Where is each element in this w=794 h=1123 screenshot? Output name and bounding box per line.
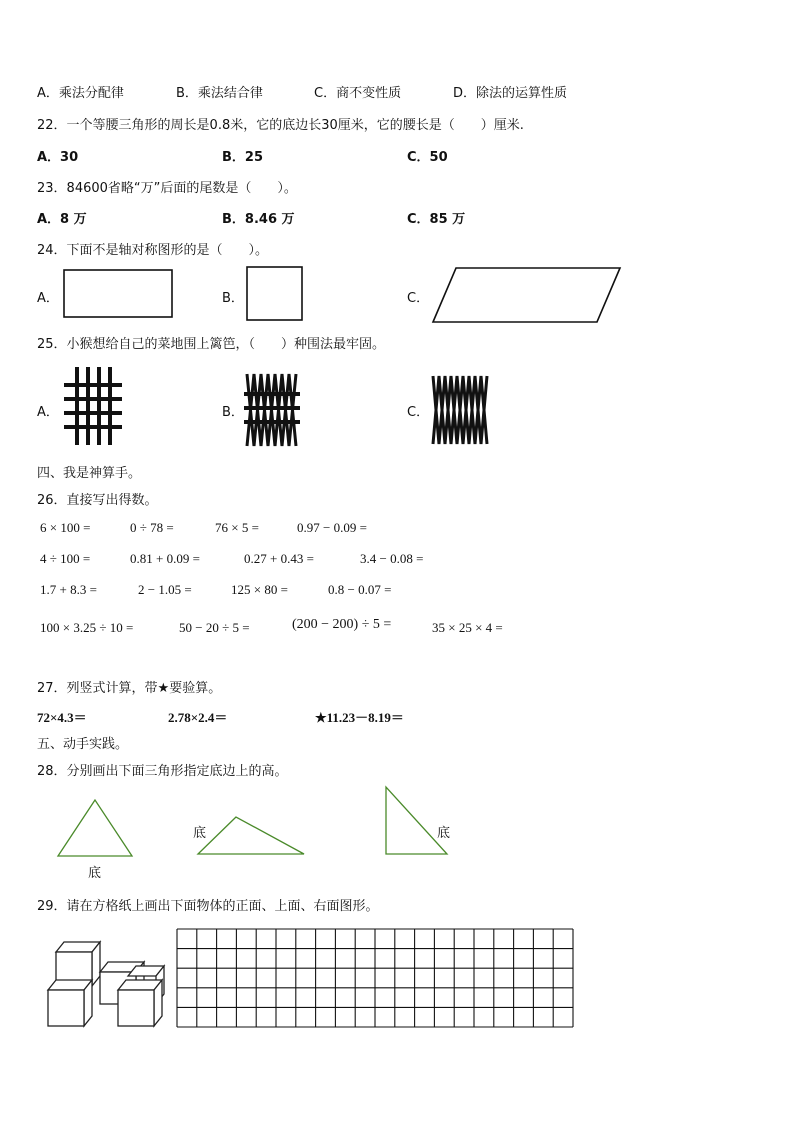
- q22-option-a: A．30: [37, 150, 79, 165]
- q24-label-b: B．: [222, 291, 244, 306]
- q27-item-2: 2.78×2.4＝: [168, 710, 228, 725]
- q24-shapes: [0, 0, 794, 330]
- q26-stem: 26．直接写出得数。: [37, 493, 158, 508]
- q24-square-shape: [247, 267, 302, 320]
- q24-label-c: C．: [407, 291, 430, 306]
- q26-item: 100 × 3.25 ÷ 10 =: [40, 620, 134, 635]
- q25-label-c: C．: [407, 405, 430, 420]
- q26-item: 0.8 − 0.07 =: [328, 582, 392, 597]
- q26-item: 6 × 100 =: [40, 520, 91, 535]
- triangle-1-base-label: 底: [88, 866, 102, 881]
- cubes-object-icon: [44, 938, 174, 1028]
- q25-stem: 25．小猴想给自己的菜地围上篱笆，（ ）种围法最牢固。: [37, 337, 386, 352]
- q26-item: 1.7 + 8.3 =: [40, 582, 97, 597]
- q26-item: 76 × 5 =: [215, 520, 259, 535]
- q23-option-b: B．8.46 万: [222, 212, 295, 227]
- q25-label-a: A．: [37, 405, 59, 420]
- triangle-3-shape: [386, 787, 447, 854]
- q24-stem: 24．下面不是轴对称图形的是（ ）。: [37, 243, 269, 258]
- q26-item: 125 × 80 =: [231, 582, 288, 597]
- q24-rectangle-shape: [64, 270, 172, 317]
- q26-item: 0.27 + 0.43 =: [244, 551, 314, 566]
- q26-item: 2 − 1.05 =: [138, 582, 192, 597]
- triangle-2-shape: [198, 817, 304, 854]
- q27-stem: 27．列竖式计算，带★要验算。: [37, 681, 222, 696]
- q26-item: 0.97 − 0.09 =: [297, 520, 367, 535]
- q24-parallelogram-shape: [433, 268, 620, 322]
- q22-option-b: B．25: [222, 150, 263, 165]
- q26-item: 0 ÷ 78 =: [130, 520, 174, 535]
- section-5-heading: 五、动手实践。: [37, 737, 129, 752]
- q28-stem: 28．分别画出下面三角形指定底边上的高。: [37, 764, 288, 779]
- q27-item-3: ★11.23－8.19＝: [315, 710, 404, 725]
- q28-triangles: [0, 780, 794, 880]
- q21-option-c: C．商不变性质: [314, 86, 402, 101]
- q23-option-c: C．85 万: [407, 212, 466, 227]
- grid-paper: [176, 928, 576, 1030]
- triangle-3-base-label: 底: [437, 826, 451, 841]
- q29-stem: 29．请在方格纸上画出下面物体的正面、上面、右面图形。: [37, 899, 379, 914]
- triangle-1-shape: [58, 800, 132, 856]
- q23-stem: 23．84600省略“万”后面的尾数是（ ）。: [37, 181, 297, 196]
- q26-item: 3.4 − 0.08 =: [360, 551, 424, 566]
- fence-c-zigzag-icon: [431, 372, 491, 448]
- q25-label-b: B．: [222, 405, 244, 420]
- q26-item: 4 ÷ 100 =: [40, 551, 91, 566]
- q21-option-b: B．乘法结合律: [176, 86, 263, 101]
- q21-option-a: A．乘法分配律: [37, 86, 124, 101]
- q27-item-1: 72×4.3＝: [37, 710, 87, 725]
- q21-option-d: D．除法的运算性质: [453, 86, 568, 101]
- q26-item: 50 − 20 ÷ 5 =: [179, 620, 250, 635]
- q22-stem: 22．一个等腰三角形的周长是0.8米，它的底边长30厘米，它的腰长是（ ）厘米.: [37, 118, 524, 133]
- q26-item: 0.81 + 0.09 =: [130, 551, 200, 566]
- q23-option-a: A．8 万: [37, 212, 87, 227]
- fence-a-grid-icon: [62, 365, 124, 447]
- q26-item: 35 × 25 × 4 =: [432, 620, 503, 635]
- fence-b-cross-icon: [244, 372, 300, 448]
- q26-item: (200 − 200) ÷ 5 =: [292, 617, 392, 632]
- section-4-heading: 四、我是神算手。: [37, 466, 142, 481]
- triangle-2-base-label: 底: [193, 826, 207, 841]
- q22-option-c: C．50: [407, 150, 448, 165]
- q24-label-a: A．: [37, 291, 59, 306]
